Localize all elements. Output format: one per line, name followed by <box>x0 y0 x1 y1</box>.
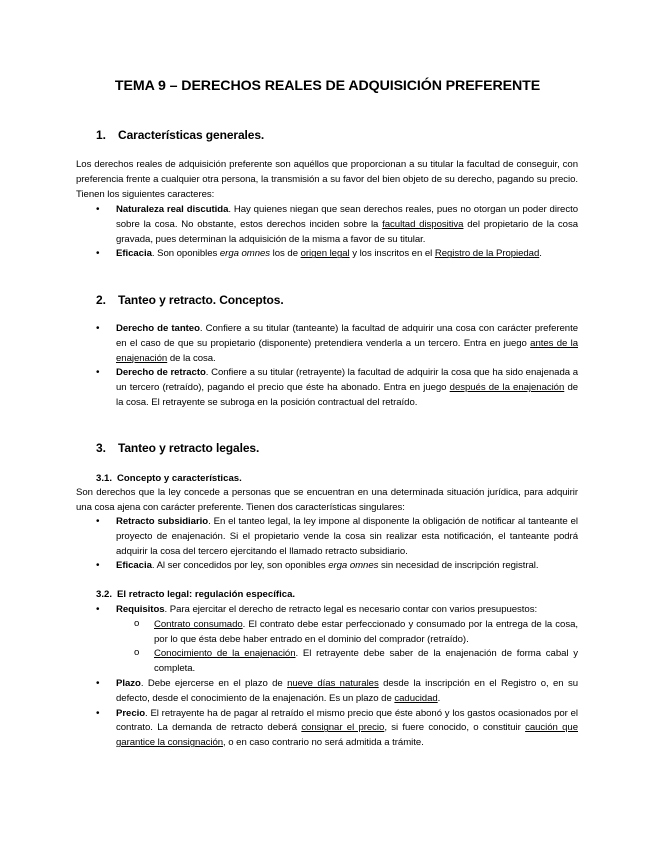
section-2-list <box>96 322 578 411</box>
underlined-text: caducidad <box>394 692 438 704</box>
item-text: , si fuere conocido, o constituir <box>384 722 526 734</box>
underlined-text: después de la enajenación <box>449 382 565 394</box>
section-number: 1. <box>96 128 106 142</box>
underlined-text: Conocimiento de la enajenación <box>154 648 296 660</box>
item-text: . Hay quienes niegan que sean derechos reales, pues no otorgan un poder directo sobre la cosa. No obstante, estos derechos inciden sobre la <box>116 204 578 230</box>
item-text: del propietario de la cosa gravada, pues determinan la adquisición de la misma a favor de su titular. <box>116 218 579 245</box>
item-text: . <box>437 692 441 704</box>
underlined-text: facultad dispositiva <box>382 218 464 230</box>
sub-list <box>116 618 578 677</box>
section-1-list <box>96 203 578 262</box>
subsection-3-2-list <box>96 603 578 751</box>
item-term: Retracto subsidiario <box>116 516 209 527</box>
page-title: TEMA 9 – DERECHOS REALES DE ADQUISICIÓN PREFERENTE <box>114 78 541 94</box>
item-term: Precio <box>116 707 146 719</box>
subsection-3-1-intro: Son derechos que la ley concede a personas que se encuentran en una determinada situación jurídica, para adquirir una cosa ajena con carácter preferente. Tienen dos características singulares: <box>76 487 578 513</box>
item-text: . Al ser concedidos por ley, son oponibles <box>151 560 329 572</box>
item-term: Requisitos <box>116 604 165 615</box>
list-item <box>96 559 578 574</box>
sub-list-item <box>134 647 578 677</box>
subsection-title: El retracto legal: regulación específica. <box>117 589 296 600</box>
item-text: . Son oponibles <box>151 248 220 260</box>
section-1-intro: Los derechos reales de adquisición preferente son aquéllos que proporcionan a su titular la facultad de conseguir, con preferencia frente a cualquier otra persona, la transmisión a su favor del bien objeto de su derecho, pagando su precio. Tienen los siguientes caracteres: <box>76 159 578 200</box>
item-text: desde la inscripción en el Registro o, en su defecto, desde el conocimiento de la enajenación. Es un plazo de <box>116 677 578 704</box>
item-term: Naturaleza real discutida <box>116 204 229 215</box>
list-item <box>96 247 578 262</box>
item-text: de la cosa. El retrayente se subroga en la posición contractual del retraído. <box>116 382 579 408</box>
item-text: . <box>539 248 542 260</box>
item-term: Derecho de retracto <box>116 367 206 379</box>
item-text: . El contrato debe estar perfeccionado y consumado por la entrega de la cosa, por lo que ésta debe haber entrado en el dominio del comprador (retraído). <box>154 618 578 645</box>
item-text: . El retrayente ha de pagar al retraído el mismo precio que éste abonó y los gastos ocasionados por el contrato. La demanda de retracto deberá <box>116 707 578 734</box>
item-text: . En el tanteo legal, la ley impone al disponente la obligación de notificar al tanteante el proyecto de enajenación. Si el propietario vende la cosa sin realizar esta notificación, el tanteante podrá adquirir la cosa del tercero ejercitando el llamado retracto subsidiario. <box>116 516 578 557</box>
list-item <box>96 322 578 366</box>
sub-list-item <box>134 618 578 648</box>
list-item <box>96 515 578 559</box>
subsection-3-1-list <box>96 515 578 574</box>
item-term: Eficacia <box>116 248 152 260</box>
subsection-number: 3.1. <box>96 473 113 484</box>
underlined-text: Registro de la Propiedad <box>434 248 540 260</box>
section-1-heading <box>96 128 264 142</box>
list-item <box>96 707 578 751</box>
list-item <box>96 366 578 410</box>
italic-text: erga omnes <box>219 248 271 260</box>
item-text: , o en caso contrario no será admitida a trámite. <box>223 737 424 749</box>
item-text: . El retrayente debe saber de la enajenación de forma cabal y completa. <box>154 648 578 675</box>
list-item <box>96 603 578 677</box>
section-title: Características generales. <box>118 128 265 142</box>
item-text: . Debe ejercerse en el plazo de <box>140 677 288 689</box>
underlined-text: origen legal <box>300 248 350 260</box>
section-3-heading <box>96 441 259 455</box>
section-title: Tanteo y retracto legales. <box>118 441 260 455</box>
item-term: Plazo <box>116 677 141 689</box>
section-number: 2. <box>96 293 106 307</box>
underlined-text: antes de la enajenación <box>116 337 578 364</box>
item-text: . Confiere a su titular (tanteante) la facultad de adquirir una cosa con carácter preferente en el caso de que su propietario (disponente) pretendiera venderla a un tercero. Entra en juego <box>116 323 578 349</box>
italic-text: erga omnes <box>328 560 379 572</box>
item-text: . Para ejercitar el derecho de retracto legal es necesario contar con varios presupuestos: <box>164 604 538 615</box>
subsection-title: Concepto y características. <box>117 473 242 484</box>
item-text: sin necesidad de inscripción registral. <box>378 560 539 572</box>
underlined-text: nueve días naturales <box>287 677 379 689</box>
subsection-3-1-heading <box>96 473 242 484</box>
underlined-text: caución que garantice la consignación <box>116 722 578 749</box>
item-term: Derecho de tanteo <box>116 323 200 334</box>
underlined-text: Contrato consumado <box>154 618 243 630</box>
item-text: los de <box>270 248 301 260</box>
section-number: 3. <box>96 441 106 455</box>
section-title: Tanteo y retracto. Conceptos. <box>118 293 284 307</box>
item-text: de la cosa. <box>167 352 216 364</box>
underlined-text: consignar el precio <box>301 722 385 734</box>
item-term: Eficacia <box>116 560 152 572</box>
list-item <box>96 677 578 707</box>
list-item <box>96 203 578 247</box>
subsection-number: 3.2. <box>96 589 113 600</box>
item-text: y los inscritos en el <box>349 248 435 260</box>
item-text: . Confiere a su titular (retrayente) la facultad de adquirir la cosa que ha sido enajenada a un tercero (retraído), pagando el precio que éste ha abonado. Entra en juego <box>116 367 578 394</box>
subsection-3-2-heading <box>96 589 295 600</box>
section-2-heading <box>96 293 284 307</box>
